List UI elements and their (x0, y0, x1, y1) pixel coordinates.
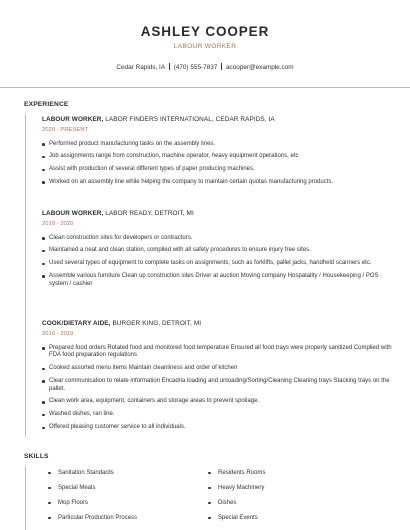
job-bullet: Washed dishes, ran line. (42, 411, 392, 419)
job-company: LABOR READY, DETROIT, MI (103, 210, 194, 217)
contact-line (0, 63, 410, 71)
job-bullet: Worked on an assembly line while helping the company to maintain certain quotas manufacturing products. (42, 179, 392, 187)
job-dates: 2016 - 2019 (42, 330, 74, 337)
job-heading (42, 116, 392, 123)
contact-location: Cedar Rapids, IA (116, 64, 166, 71)
job-dates: 2020 - PRESENT (42, 126, 89, 133)
job-bullets (42, 345, 392, 432)
job-entry (42, 320, 392, 437)
job-bullet: Offered pleasing customer service to all individuals. (42, 424, 392, 432)
job-company: BURGER KING, DETROIT, MI (110, 320, 202, 327)
job-role: COOK/DIETARY AIDE, (42, 320, 111, 327)
skill-item: Special Meals (48, 484, 198, 499)
job-bullet: Clean construction sites for developers or contractors. (42, 235, 392, 243)
contact-separator (221, 63, 222, 70)
skill-item: Particular Production Process (48, 514, 198, 529)
job-bullets (42, 141, 392, 187)
job-bullet: Assemble various furniture Clean up construction sites Driver at auction Moving company Hospatality / Housekeeping / POS system / cashier (42, 273, 392, 289)
job-bullets (42, 235, 392, 289)
candidate-name: ASHLEY COOPER (140, 24, 270, 39)
job-company: LABOR FINDERS INTERNATIONAL, CEDAR RAPIDS, IA (103, 116, 275, 123)
experience-heading: EXPERIENCE (24, 101, 69, 108)
job-title: LABOUR WORKER (173, 43, 237, 50)
job-heading (42, 210, 392, 217)
skill-item: Dishes (208, 499, 358, 514)
skill-item: Sanitation Standards (48, 469, 198, 484)
job-entry (42, 210, 392, 293)
job-bullet: Job assignments range from construction, machine operator, heavy equipment operations, etc (42, 153, 392, 161)
header-divider (0, 87, 410, 88)
job-dates: 2019 - 2020 (42, 220, 74, 227)
job-bullet: Clean work area, equipment, containers and storage areas to prevent spoilage. (42, 398, 392, 406)
skill-item: Mop Floors (48, 499, 198, 514)
contact-email[interactable]: acooper@example.com (225, 64, 294, 71)
skills-heading: SKILLS (24, 453, 49, 460)
job-bullet: Maintained a neat and clean station, complied with all safety procedures to ensure injury free sites. (42, 247, 392, 255)
job-bullet: Prepared food orders Rotated food and monitored food temperature Ensured all food trays were properly sanitized Complied with FDA food preparation regulations (42, 345, 392, 361)
contact-separator (169, 63, 170, 70)
job-heading (42, 320, 392, 327)
job-bullet: Used several types of equipment to complete tasks on assignments; such as forklifts, pallet jacks, handheld scanners etc. (42, 260, 392, 268)
skills-column-right (208, 469, 358, 529)
skill-item: Residents Rooms (208, 469, 358, 484)
job-bullet: Assist with production of several different types of paper producing machines. (42, 166, 392, 174)
job-role: LABOUR WORKER, (42, 116, 104, 123)
job-entry (42, 116, 392, 192)
job-role: LABOUR WORKER, (42, 210, 104, 217)
skill-item: Heavy Machinery (208, 484, 358, 499)
job-bullet: Cooked assorted menu items Maintain cleanliness and order of kitchen (42, 365, 392, 373)
skills-timeline-line (25, 466, 26, 530)
job-bullet: Performed product manufacturing tasks on the assembly lines. (42, 141, 392, 149)
job-bullet: Clear communication to relate information Encadria loading and unloading/Sorting/Cleaning Cleaning trays Stacking trays on the pallet. (42, 378, 392, 394)
contact-phone: (470) 555-7837 (173, 64, 218, 71)
skill-item: Special Events (208, 514, 358, 529)
skills-column-left (48, 469, 198, 529)
experience-timeline-line (25, 114, 26, 437)
